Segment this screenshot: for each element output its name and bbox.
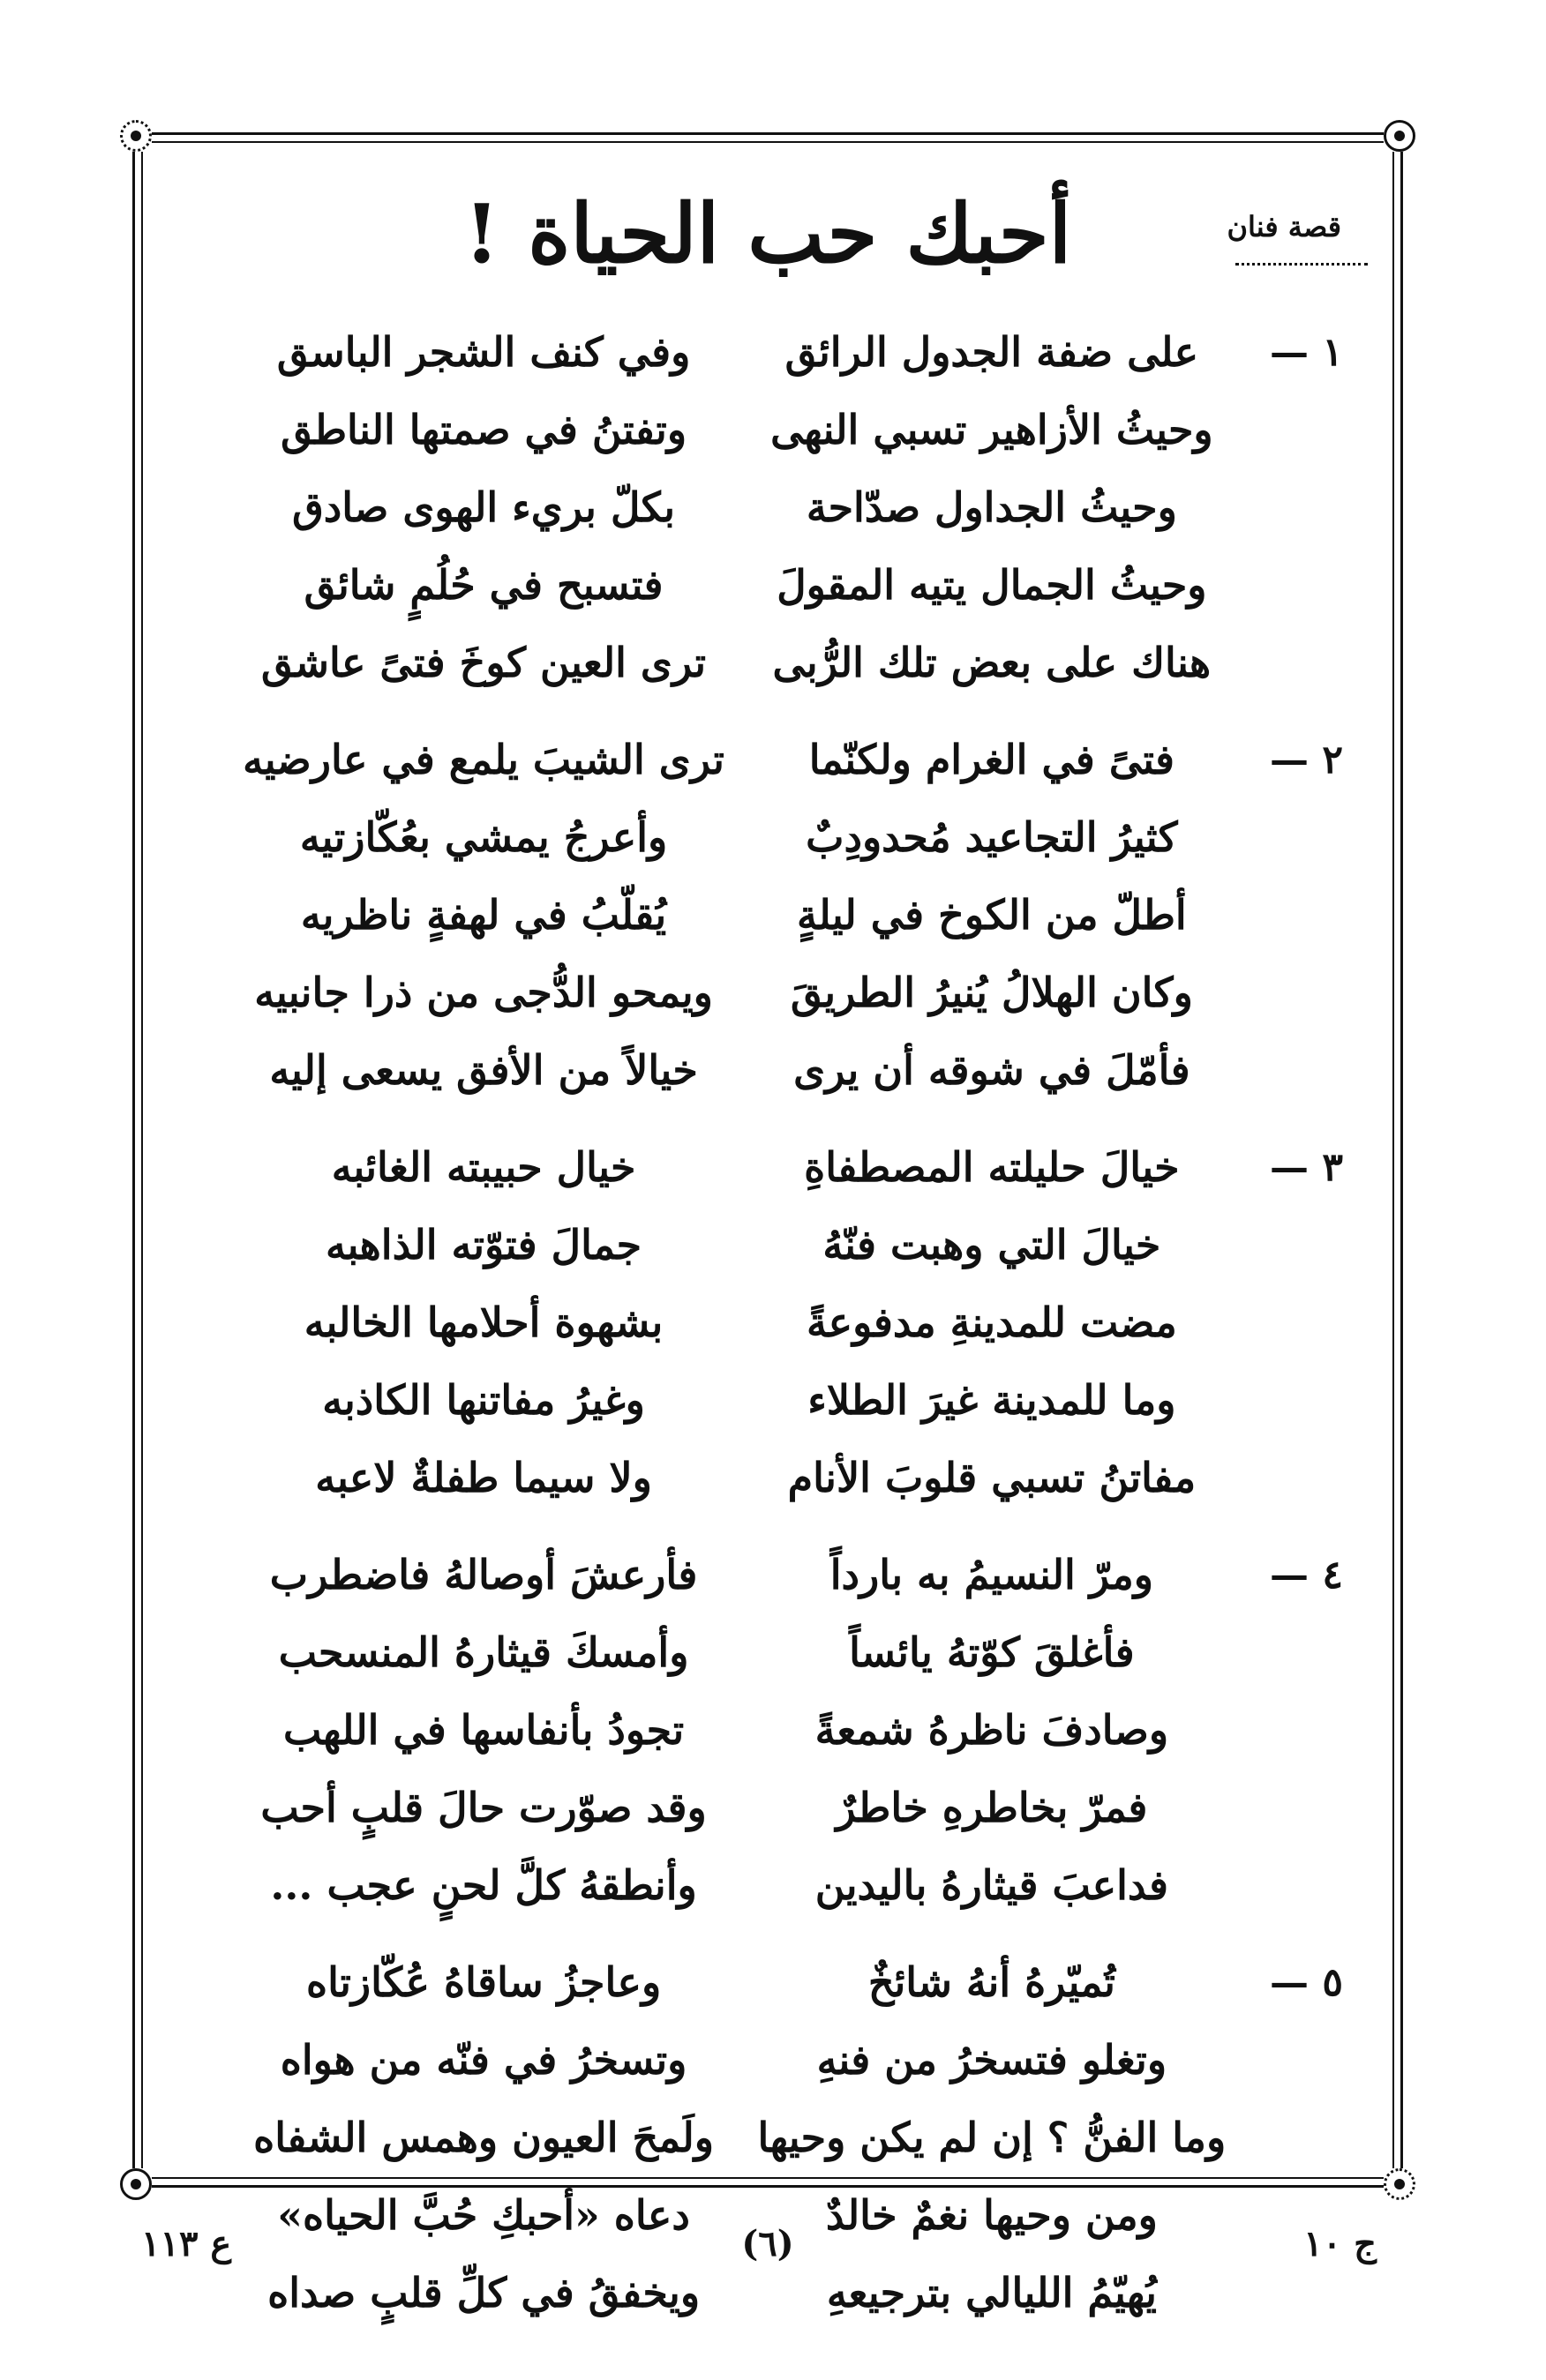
first-hemistich: مفاتنُ تسبي قلوبَ الأنام bbox=[787, 1454, 1197, 1501]
first-hemistich: على ضفة الجدول الرائق bbox=[784, 328, 1199, 376]
corner-ring-ornament-icon bbox=[120, 2168, 152, 2200]
verse bbox=[238, 1206, 1350, 1284]
second-hemistich: دعاه «أحبكِ حُبَّ الحياه» bbox=[277, 2191, 690, 2239]
first-hemistich: وتغلو فتسخرُ من فنهِ bbox=[816, 2036, 1167, 2084]
story-label: قصة فنان bbox=[1227, 210, 1341, 243]
first-hemistich: وحيثُ الجمال يتيه المقولَ bbox=[777, 561, 1207, 609]
second-hemistich: وفي كنف الشجر الباسق bbox=[276, 328, 691, 376]
second-hemistich: فأرعشَ أوصالهُ فاضطرب bbox=[269, 1551, 698, 1598]
verse bbox=[238, 391, 1350, 468]
page-number: (٦) bbox=[741, 2223, 794, 2264]
corner-ring-ornament-icon bbox=[1384, 120, 1415, 152]
first-hemistich: ومرّ النسيمُ به بارداً bbox=[829, 1551, 1153, 1598]
poem-title: أحبك حب الحياة ! bbox=[463, 186, 1072, 281]
page-footer bbox=[132, 2223, 1403, 2276]
verse bbox=[238, 624, 1350, 701]
border-left-outer bbox=[132, 152, 135, 2168]
verse bbox=[238, 1691, 1350, 1769]
first-hemistich: وما الفنُّ ؟ إن لم يكن وحيها bbox=[757, 2114, 1227, 2161]
verse bbox=[238, 721, 1350, 798]
first-hemistich: هناك على بعض تلك الرُّبى bbox=[772, 639, 1212, 686]
second-hemistich: جمالَ فتوّته الذاهبه bbox=[326, 1221, 642, 1269]
first-hemistich: مضت للمدينةِ مدفوعةً bbox=[807, 1299, 1177, 1346]
border-top-outer bbox=[152, 132, 1384, 135]
stanza-number: ١ — bbox=[1270, 329, 1343, 375]
second-hemistich: فتسبح في حُلُمٍ شائق bbox=[304, 561, 664, 609]
first-hemistich: وحيثُ الجداول صدّاحة bbox=[806, 483, 1177, 531]
stanza-number: ٥ — bbox=[1270, 1959, 1343, 2005]
verse bbox=[238, 546, 1350, 624]
first-hemistich: يُهيّمُ الليالي بترجيعهِ bbox=[826, 2269, 1157, 2316]
verse bbox=[238, 1284, 1350, 1361]
first-hemistich: فأمّلَ في شوقه أن يرى bbox=[793, 1046, 1190, 1094]
second-hemistich: وأمسكَ قيثارهُ المنسحب bbox=[278, 1628, 689, 1676]
first-hemistich: ومن وحيها نغمٌ خالدٌ bbox=[825, 2191, 1158, 2239]
second-hemistich: وقد صوّرت حالَ قلبٍ أحب bbox=[260, 1784, 707, 1831]
verse bbox=[238, 2099, 1350, 2176]
stanza-1 bbox=[238, 313, 1350, 701]
border-top-inner bbox=[152, 141, 1384, 143]
first-hemistich: تُميّرهُ أنهُ شائخٌ bbox=[867, 1958, 1115, 2006]
verse bbox=[238, 1439, 1350, 1516]
second-hemistich: وأعرجُ يمشي بعُكّازتيه bbox=[299, 813, 668, 861]
first-hemistich: فأغلقَ كوّتهُ يائساً bbox=[849, 1628, 1135, 1676]
page-header bbox=[132, 168, 1403, 300]
second-hemistich: ولَمحَ العيون وهمس الشفاه bbox=[253, 2114, 715, 2161]
first-hemistich: أطلّ من الكوخ في ليلةٍ bbox=[797, 891, 1187, 939]
corner-flower-ornament-icon bbox=[1384, 2168, 1415, 2200]
second-hemistich: بشهوة أحلامها الخالبه bbox=[304, 1299, 664, 1346]
second-hemistich: ولا سيما طفلةٌ لاعبه bbox=[315, 1454, 652, 1501]
border-right-outer bbox=[1400, 152, 1403, 2168]
verse bbox=[238, 468, 1350, 546]
stanza-number: ٤ — bbox=[1270, 1552, 1343, 1598]
verse bbox=[238, 1943, 1350, 2021]
volume-number: ج ١٠ bbox=[1303, 2223, 1377, 2264]
verse bbox=[238, 1846, 1350, 1924]
verse bbox=[238, 1536, 1350, 1613]
second-hemistich: ويخفقُ في كلِّ قلبٍ صداه bbox=[267, 2269, 701, 2316]
stanza-4 bbox=[238, 1536, 1350, 1924]
second-hemistich: وعاجزُ ساقاهُ عُكّازتاه bbox=[305, 1958, 662, 2006]
stanza-number: ٣ — bbox=[1270, 1144, 1343, 1190]
dotted-underline bbox=[1235, 263, 1368, 266]
second-hemistich: وتفتنُ في صمتها الناطق bbox=[281, 406, 687, 453]
corner-flower-ornament-icon bbox=[120, 120, 152, 152]
first-hemistich: وصادفَ ناظرهُ شمعةً bbox=[814, 1706, 1169, 1754]
second-hemistich: تجودُ بأنفاسها في اللهب bbox=[282, 1706, 685, 1754]
second-hemistich: بكلّ بريء الهوى صادق bbox=[292, 483, 676, 531]
first-hemistich: فمرّ بخاطرهِ خاطرٌ bbox=[836, 1784, 1148, 1831]
second-hemistich: يُقلّبُ في لهفةٍ ناظريه bbox=[300, 891, 667, 939]
border-right-inner bbox=[1392, 152, 1394, 2168]
verse bbox=[238, 1613, 1350, 1691]
second-hemistich: وتسخرُ في فنّه من هواه bbox=[280, 2036, 687, 2084]
verse bbox=[238, 313, 1350, 391]
verse bbox=[238, 1031, 1350, 1109]
second-hemistich: خيالاً من الأفق يسعى إليه bbox=[269, 1046, 698, 1094]
border-left-inner bbox=[141, 152, 143, 2168]
issue-number: ع ١١٣ bbox=[141, 2223, 232, 2264]
second-hemistich: خيال حبيبته الغائبه bbox=[331, 1143, 636, 1191]
poem-body bbox=[238, 313, 1350, 2351]
first-hemistich: كثيرُ التجاعيد مُحدودِبٌ bbox=[806, 813, 1178, 861]
verse bbox=[238, 876, 1350, 954]
verse bbox=[238, 1361, 1350, 1439]
first-hemistich: وكان الهلالُ يُنيرُ الطريقَ bbox=[790, 969, 1193, 1016]
second-hemistich: ترى العين كوخَ فتىً عاشق bbox=[261, 639, 707, 686]
second-hemistich: ترى الشيبَ يلمع في عارضيه bbox=[243, 736, 724, 783]
first-hemistich: وما للمدينة غيرَ الطلاء bbox=[807, 1376, 1176, 1424]
first-hemistich: فتىً في الغرام ولكنّما bbox=[808, 736, 1175, 783]
second-hemistich: وأنطقهُ كلَّ لحنٍ عجب ... bbox=[270, 1861, 697, 1909]
stanza-3 bbox=[238, 1128, 1350, 1516]
verse bbox=[238, 798, 1350, 876]
verse bbox=[238, 954, 1350, 1031]
first-hemistich: خيالَ التي وهبت فنّهُ bbox=[822, 1221, 1161, 1269]
verse bbox=[238, 1128, 1350, 1206]
second-hemistich: وغيرُ مفاتنها الكاذبه bbox=[322, 1376, 645, 1424]
stanza-2 bbox=[238, 721, 1350, 1109]
first-hemistich: فداعبَ قيثارهُ باليدين bbox=[814, 1861, 1169, 1909]
first-hemistich: وحيثُ الأزاهير تسبي النهى bbox=[770, 406, 1213, 453]
second-hemistich: ويمحو الدُّجى من ذرا جانبيه bbox=[254, 969, 713, 1016]
verse bbox=[238, 1769, 1350, 1846]
stanza-number: ٢ — bbox=[1270, 737, 1343, 782]
verse bbox=[238, 2021, 1350, 2099]
first-hemistich: خيالَ حليلته المصطفاةِ bbox=[804, 1143, 1180, 1191]
